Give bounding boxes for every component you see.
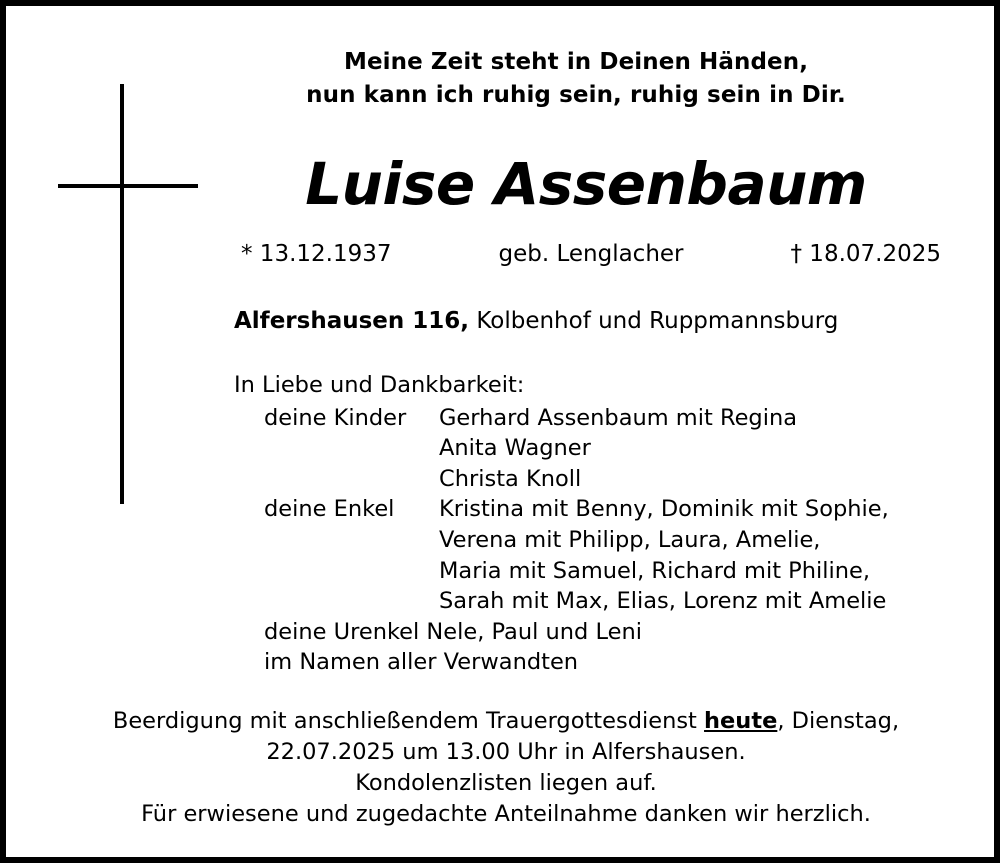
grandchildren-line-2: Verena mit Philipp, Laura, Amelie,: [439, 526, 821, 553]
grandchildren-label: deine Enkel: [264, 496, 395, 523]
children-name-3: Christa Knoll: [439, 465, 582, 492]
verse-line-1: Meine Zeit steht in Deinen Händen,: [343, 49, 809, 75]
grandchildren-row: [234, 494, 974, 525]
dates-row: [241, 241, 941, 267]
great-grandchildren-line: deine Urenkel Nele, Paul und Leni: [264, 618, 642, 645]
cross-horizontal-bar: [58, 184, 198, 188]
death-date: † 18.07.2025: [790, 241, 941, 267]
verse-line-2: nun kann ich ruhig sein, ruhig sein in Dir.: [306, 81, 846, 108]
family-block: [234, 370, 974, 678]
funeral-line-1-post: , Dienstag,: [777, 708, 900, 734]
grandchildren-line-4: Sarah mit Max, Elias, Lorenz mit Amelie: [439, 588, 887, 615]
funeral-details: [66, 706, 946, 830]
place-line: [234, 308, 974, 334]
grandchildren-line-3: Maria mit Samuel, Richard mit Philine,: [439, 557, 871, 584]
funeral-line-4: Für erwiesene und zugedachte Anteilnahme danken wir herzlich.: [141, 801, 871, 828]
verse-block: [206, 46, 946, 111]
notice-inner: [6, 6, 994, 857]
children-label: deine Kinder: [264, 404, 407, 431]
children-row: [234, 403, 974, 434]
funeral-today-emphasis: heute: [704, 708, 778, 734]
grandchildren-line-1: Kristina mit Benny, Dominik mit Sophie,: [439, 496, 889, 523]
funeral-line-1: [66, 706, 946, 737]
deceased-name: Luise Assenbaum: [305, 150, 867, 218]
relatives-line: im Namen aller Verwandten: [264, 649, 579, 676]
children-name-2: Anita Wagner: [439, 435, 591, 462]
family-intro: In Liebe und Dankbarkeit:: [234, 372, 525, 398]
funeral-line-2: 22.07.2025 um 13.00 Uhr in Alfershausen.: [266, 739, 746, 766]
maiden-name: geb. Lenglacher: [498, 241, 684, 267]
cross-icon: [58, 84, 198, 504]
children-name-1: Gerhard Assenbaum mit Regina: [439, 404, 798, 431]
place-primary: Alfershausen 116,: [234, 308, 470, 334]
cross-vertical-bar: [120, 84, 124, 504]
birth-date: * 13.12.1937: [241, 241, 392, 267]
place-secondary: Kolbenhof und Ruppmannsburg: [469, 308, 839, 334]
funeral-line-1-pre: Beerdigung mit anschließendem Trauergottesdienst: [112, 708, 705, 734]
funeral-line-3: Kondolenzlisten liegen auf.: [355, 770, 657, 797]
